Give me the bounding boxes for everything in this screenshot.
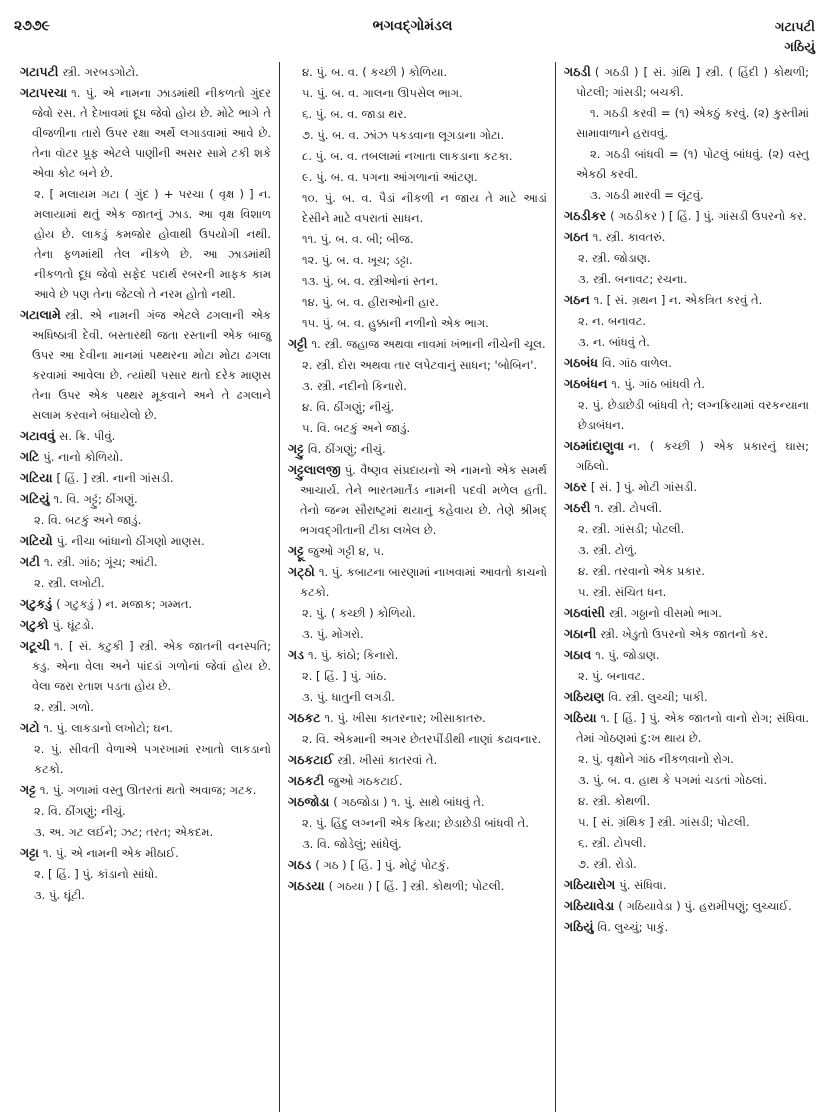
entry-sense <box>288 167 547 187</box>
entry-sense <box>564 666 809 686</box>
definition-text: ૨. સ્ત્રી. દોરા અથવા તાર લપેટવાનું સાધન; 'બોબિન'. <box>302 358 538 372</box>
entry-sense <box>288 813 547 833</box>
headword: ગઠવાંસી <box>564 605 605 620</box>
dictionary-entry <box>564 436 809 476</box>
entry-sense <box>564 395 809 435</box>
definition-text: ૧. પું. ખીસા કાતરનાર; ખીસાકાતરુ. <box>324 711 486 725</box>
headword: ગટી <box>20 554 40 569</box>
headword: ગઠિયાવેડા <box>564 898 615 913</box>
entry-sense <box>288 271 547 291</box>
headword: ગટિયો <box>20 533 53 548</box>
guide-words <box>775 18 815 58</box>
guide-word-first: ગટાપટી <box>775 20 815 35</box>
headword: ગટ્ટુલાલજી <box>288 462 341 477</box>
entry-sense <box>20 801 271 821</box>
definition-text: વિ. ગાંઠ વાળેલ. <box>601 356 672 370</box>
dictionary-entry <box>20 615 271 635</box>
definition-text: ૧. સ્ત્રી. ટોપલી. <box>594 501 662 515</box>
entry-sense <box>564 185 809 205</box>
definition-text: ૩. સ્ત્રી. બનાવટ; રચના. <box>578 272 688 286</box>
definition-text: ૮. પું. બ. વ. તબલામાં નખાતા લાકડાના કટકા. <box>302 149 513 163</box>
dictionary-entry <box>288 541 547 561</box>
definition-text: ૬. પું. બ. વ. જાડા થર. <box>302 107 407 121</box>
definition-text: ૧. સ્ત્રી. જહાજ અથવા નાવમાં ખંભાની નીચેની ચૂલ. <box>311 337 546 351</box>
dictionary-entry <box>288 708 547 728</box>
definition-text: સ્ત્રી. એ નામની ગંજ એટલે ઢગલાની એક અધિષ્ઠાત્રી દેવી. બસ્તારથી જતા રસ્તાની એક બાજુ ઉપર આ દેવીના માનમાં પથ્થરના મોટા મોટા ઢગલા કરવામાં આવેલા છે. ત્યાંથી પસાર થતો દરેક માણસ તેના ઉપર એક પથ્થર મૂકવાને અને તે ઢગલાને સલામ કરવાને બંધાયેલો છે. <box>32 308 271 422</box>
dictionary-entry <box>20 426 271 446</box>
dictionary-entry <box>564 353 809 373</box>
entry-sense <box>288 62 547 82</box>
book-title: ભગવદ્ગોમંડલ <box>372 18 453 34</box>
definition-text: ૨. સ્ત્રી. ગાંસડી; પોટલી. <box>578 522 685 536</box>
headword: ગટ્ઠો <box>288 564 315 579</box>
definition-text: ૨. સ્ત્રી. લખોટી. <box>34 576 105 590</box>
definition-text: જુઓ ગટ્ટી ૪, ૫. <box>307 544 385 558</box>
dictionary-entry <box>288 792 547 812</box>
definition-text: ૨. ન. બનાવટ. <box>578 314 647 328</box>
dictionary-entry <box>564 62 809 102</box>
entry-sense <box>288 666 547 686</box>
dictionary-entry <box>20 718 271 738</box>
definition-text: ( ગઠડી ) [ સં. ગ્રંથિ ] સ્ત્રી. ( હિંદી ) કોથળી; પોટલી; ગાંસડી; બચકી. <box>576 65 809 99</box>
guide-word-last: ગઠિયું <box>784 40 815 55</box>
dictionary-entry <box>564 875 809 895</box>
entry-sense <box>564 269 809 289</box>
headword: ગઠરી <box>564 500 591 515</box>
headword: ગટુકડું <box>20 596 53 611</box>
entry-sense <box>288 376 547 396</box>
definition-text: ૩. ન. બાંધવું તે. <box>578 335 650 349</box>
headword: ગઠડયા <box>288 878 325 893</box>
headword: ગઠર <box>564 479 587 494</box>
definition-text: ૧૪. પું. બ. વ. હીરાઓની હાર. <box>302 295 439 309</box>
headword: ગઠાવ <box>564 647 592 662</box>
entry-sense <box>288 188 547 228</box>
entry-sense <box>288 418 547 438</box>
definition-text: ૩. સ્ત્રી. ટોળું. <box>578 543 638 557</box>
dictionary-entry <box>564 374 809 394</box>
definition-text: ૧૩. પું. બ. વ. સ્ત્રીઓનાં સ્તન. <box>302 274 439 288</box>
definition-text: ૧. પું. એ નામના ઝાડમાંથી નીકળતો ગુંદર જેવો રસ. તે દેખાવમાં દૂધ જેવો હોય છે. મોટે ભાગે તે વીજળીના તારો ઉપર રક્ષા અર્થે લગાડવામાં આવે છે. તેના વૉટર પ્રૂફ એટલે પાણીની અસર સામે ટકી શકે એવા કોટ બને છે. <box>32 86 271 180</box>
page-header <box>0 0 825 60</box>
dictionary-entry <box>564 290 809 310</box>
headword: ગઠડ <box>288 857 312 872</box>
definition-text: ૪. પું. બ. વ. ( કચ્છી ) કોળિયા. <box>302 65 448 79</box>
entry-sense <box>288 250 547 270</box>
headword: ગઠન <box>564 292 590 307</box>
dictionary-entry <box>288 750 547 770</box>
dictionary-entry <box>20 594 271 614</box>
entry-sense <box>288 83 547 103</box>
headword: ગટ્ટૂ <box>288 543 304 558</box>
headword: ગઠિયા <box>564 710 597 725</box>
dictionary-entry <box>20 468 271 488</box>
definition-text: ૧. સ્ત્રી. કાવતરું. <box>592 230 666 244</box>
headword: ગટ્ટુ <box>288 441 304 456</box>
definition-text: ૧. પું. ગળામાં વસ્તુ ઊતરતાં થતો અવાજ; ગટક. <box>39 783 257 797</box>
definition-text: ૧૫. પું. બ. વ. હુક્કાની નળીનો એક ભાગ. <box>302 316 489 330</box>
entry-sense <box>288 104 547 124</box>
definition-text: ૧. ગઠડી કરવી = (૧) એકઠું કરવું. (૨) કુસ્તીમાં સામાવાળાને હરાવવું. <box>576 106 809 140</box>
definition-text: સ્ત્રી. ખીસાં કાતરવાં તે. <box>337 753 438 767</box>
definition-text: ૩. સ્ત્રી. નદીનો કિનારો. <box>302 379 407 393</box>
definition-text: ન. ( કચ્છી ) એક પ્રકારનું ઘાસ; ગઠિલો. <box>576 439 809 473</box>
definition-text: ૨. પું. બનાવટ. <box>578 669 645 683</box>
entry-sense <box>288 834 547 854</box>
definition-text: વિ. ઠીંગણું; નીચું. <box>307 442 386 456</box>
dictionary-entry <box>564 227 809 247</box>
dictionary-entry <box>20 843 271 863</box>
entry-sense <box>20 822 271 842</box>
dictionary-entry <box>20 62 271 82</box>
definition-text: ( ગઠયા ) [ હિં. ] સ્ત્રી. કોથળી; પોટલી. <box>328 879 505 893</box>
entry-sense <box>564 770 809 790</box>
definition-text: ( ગઠિયાવેડા ) પું. હરામીપણું; લુચ્ચાઈ. <box>618 899 792 913</box>
definition-text: ૨. વિ. બટકું અને જાડું. <box>34 513 142 527</box>
column-3 <box>556 62 817 1112</box>
definition-text: ( ગઠ ) [ હિં. ] પું. મોટું પોટકું. <box>315 858 450 872</box>
entry-sense <box>288 355 547 375</box>
headword: ગઠબંધ <box>564 355 598 370</box>
dictionary-entry <box>564 917 809 937</box>
entry-sense <box>20 739 271 779</box>
dictionary-entry <box>564 896 809 916</box>
definition-text: ૨. પું. છેડાછેડી બાંધવી તે; લગ્નક્રિયામાં વરકન્યાના છેડાબંધન. <box>578 398 809 432</box>
definition-text: ૫. પું. બ. વ. ગાલના ઊપસેલ ભાગ. <box>302 86 463 100</box>
dictionary-entry <box>20 780 271 800</box>
definition-text: પું. સંધિવા. <box>619 878 667 892</box>
definition-text: સ્ત્રી. ગરબડગોટો. <box>62 65 139 79</box>
headword: ગટ્ટ <box>20 782 36 797</box>
definition-text: [ સં. ] પું. મોટી ગાંસડી. <box>590 480 697 494</box>
definition-text: ૫. વિ. બટકું અને જાડું. <box>302 421 411 435</box>
dictionary-entry <box>20 636 271 696</box>
definition-text: ૨. [ હિં. ] પું. કાંડાનો સાંધો. <box>34 867 158 881</box>
headword: ગટિયું <box>20 491 50 506</box>
definition-text: ૧૦. પું. બ. વ. પૈડાં નીકળી ન જાય તે માટે આડાં દેસીને માટે વપરાતાં સાધન. <box>302 191 547 225</box>
headword: ગટુકો <box>20 617 49 632</box>
entry-sense <box>564 749 809 769</box>
definition-text: જુઓ ગઠકટાઈ. <box>328 774 403 788</box>
entry-sense <box>564 540 809 560</box>
definition-text: ૧. [ હિં. ] પું. એક જાતનો વાનો રોગ; સંધિવા. તેમાં ગોઠણમાં દુ:ખ થાય છે. <box>576 711 809 745</box>
dictionary-entry <box>20 83 271 183</box>
definition-text: ૩. પું. મોગરો. <box>302 627 364 641</box>
entry-sense <box>288 125 547 145</box>
headword: ગઠકટી <box>288 773 325 788</box>
entry-sense <box>20 697 271 717</box>
definition-text: ૯. પું. બ. વ. પગના આંગળાનાં આંટણ. <box>302 170 478 184</box>
entry-sense <box>288 624 547 644</box>
definition-text: ૨. સ્ત્રી. ગળો. <box>34 700 94 714</box>
entry-sense <box>564 812 809 832</box>
definition-text: ( ગઠડીકર ) [ હિં. ] પું. ગાંસડી ઉપરનો કર. <box>610 209 807 223</box>
headword: ગટો <box>20 720 40 735</box>
dictionary-entry <box>564 603 809 623</box>
definition-text: ૧. પું. જોડાણ. <box>595 648 660 662</box>
entry-sense <box>288 313 547 333</box>
headword: ગટાપટી <box>20 64 59 79</box>
definition-text: ૨. પું. ( કચ્છી ) કોળિયો. <box>302 606 416 620</box>
headword: ગટિયા <box>20 470 53 485</box>
entry-sense <box>288 397 547 417</box>
dictionary-entry <box>564 624 809 644</box>
definition-text: ૧૧. પું. બ. વ. બી; બીજ. <box>302 232 414 246</box>
entry-sense <box>564 561 809 581</box>
headword: ગઠબંધન <box>564 376 608 391</box>
headword: ગટાપરચા <box>20 85 68 100</box>
dictionary-entry <box>20 531 271 551</box>
column-1 <box>12 62 280 1112</box>
headword: ગઠત <box>564 229 589 244</box>
entry-sense <box>288 729 547 749</box>
entry-sense <box>288 603 547 623</box>
definition-text: ૧૨. પું. બ. વ. ખૂચ; ડટ્ટા. <box>302 253 413 267</box>
dictionary-entry <box>288 460 547 540</box>
entry-sense <box>564 311 809 331</box>
definition-text: ૨. [ હિં. ] પું. ગાંઠ. <box>302 669 387 683</box>
definition-text: ૧. [ સં. ગ્રથન ] ન. એકત્રિત કરવું તે. <box>593 293 763 307</box>
dictionary-entry <box>288 334 547 354</box>
definition-text: ૨. [ મલાયમ ગટા ( ગુંદ ) + પરચા ( વૃક્ષ ) ] ન. મલાયામાં થતું એક જાતનું ઝાડ. આ વૃક્ષ વિશાળ હોય છે. લાકડું કમજોર હોવાથી ઉપયોગી નથી. તેના ફળમાંથી તેલ નીકળે છે. આ ઝાડમાંથી નીકળતો દૂધ જેવો સફેદ પદાર્થ રબરની માફક કામ આવે છે પણ તેના જેટલો તે નરમ હોતો નથી. <box>34 187 271 301</box>
definition-text: ૭. પું. બ. વ. ઝાંઝ પકડવાના લૂગડાના ગોટા. <box>302 128 505 142</box>
dictionary-entry <box>564 477 809 497</box>
dictionary-entry <box>288 645 547 665</box>
entry-sense <box>288 687 547 707</box>
entry-sense <box>20 573 271 593</box>
definition-text: ૩. ગઠડી મારવી = લૂંટવું. <box>590 188 704 202</box>
definition-text: પું. વૈષ્ણવ સંપ્રદાયનો એ નામનો એક સમર્થ આચાર્ય. તેને ભારતમાર્તંડ નામની પદવી મળેલ હતી. તેનો જન્મ સૌરાષ્ટ્રમાં થયાનું કહેવાય છે. તેણે શ્રીમદ્ ભગવદ્ગીતાની ટીકા લખેલ છે. <box>300 463 547 537</box>
definition-text: ૨. પું. વૃક્ષોને ગાંઠ નીકળવાનો રોગ. <box>578 752 734 766</box>
entry-sense <box>20 184 271 304</box>
headword: ગટ્ટી <box>288 336 308 351</box>
entry-sense <box>20 885 271 905</box>
headword: ગઠકટ <box>288 710 321 725</box>
entry-sense <box>288 229 547 249</box>
definition-text: ( ગઠજોડા ) ૧. પું. સાથે બાંધવું તે. <box>333 795 485 809</box>
definition-text: વિ. લુચ્ચું; પાકું. <box>597 920 669 934</box>
definition-text: પું. નીચા બાંધાનો ઠીંગણો માણસ. <box>56 534 205 548</box>
headword: ગઠિયું <box>564 919 594 934</box>
definition-text: ૩. પું. ઘૂંટી. <box>34 888 85 902</box>
definition-text: વિ. સ્ત્રી. લુચ્ચી; પાકી. <box>608 690 708 704</box>
headword: ગડ <box>288 647 304 662</box>
definition-text: ૫. સ્ત્રી. સંચિત ધન. <box>578 585 667 599</box>
headword: ગટાલામે <box>20 307 61 322</box>
dictionary-entry <box>20 447 271 467</box>
definition-text: પું. ઘૂંટડો. <box>52 618 95 632</box>
headword: ગઠિયારોગ <box>564 877 616 892</box>
definition-text: [ હિં. ] સ્ત્રી. નાની ગાંસડી. <box>56 471 174 485</box>
definition-text: ( ગટુકડું ) ન. મજાક; ગમ્મત. <box>56 597 193 611</box>
entry-sense <box>564 519 809 539</box>
entry-sense <box>20 510 271 530</box>
headword: ગટૂચી <box>20 638 50 653</box>
dictionary-columns <box>12 62 817 1112</box>
headword: ગઠડી <box>564 64 591 79</box>
entry-sense <box>288 292 547 312</box>
dictionary-entry <box>564 645 809 665</box>
entry-sense <box>564 248 809 268</box>
dictionary-entry <box>564 206 809 226</box>
dictionary-entry <box>288 771 547 791</box>
dictionary-entry <box>564 708 809 748</box>
headword: ગટાવવું <box>20 428 56 443</box>
definition-text: ૨. વિ. ઠીંગણું; નીચું. <box>34 804 126 818</box>
entry-sense <box>564 833 809 853</box>
definition-text: ૨. સ્ત્રી. જોડાણ. <box>578 251 651 265</box>
definition-text: ૭. સ્ત્રી. રોડો. <box>578 857 637 871</box>
entry-sense <box>564 103 809 143</box>
headword: ગઠજોડા <box>288 794 330 809</box>
definition-text: ૩. અ. ગટ લઈને; ઝટ; તરત; એકદમ. <box>34 825 214 839</box>
definition-text: સ્ત્રી. ગઠ્ઠાનો વીસમો ભાગ. <box>608 606 722 620</box>
column-2 <box>280 62 556 1112</box>
headword: ગટ્ટા <box>20 845 39 860</box>
definition-text: ૩. વિ. જોડેલું; સાંધેલું. <box>302 837 402 851</box>
definition-text: ૪. સ્ત્રી. તરવાનો એક પ્રકાર. <box>578 564 705 578</box>
entry-sense <box>564 144 809 184</box>
definition-text: ૫. [ સં. ગ્રંથિક ] સ્ત્રી. ગાંસડી; પોટલી. <box>578 815 750 829</box>
definition-text: સ. ક્રિ. પીવું. <box>59 429 116 443</box>
headword: ગઠકટાઈ <box>288 752 334 767</box>
dictionary-entry <box>20 552 271 572</box>
dictionary-entry <box>564 687 809 707</box>
entry-sense <box>564 582 809 602</box>
dictionary-entry <box>20 489 271 509</box>
definition-text: ૪. વિ. ઠીંગણું; નીચું. <box>302 400 395 414</box>
definition-text: ૧. પું. કાંઠો; કિનારો. <box>308 648 399 662</box>
definition-text: ૨. પું. હિંદુ લગ્નની એક ક્રિયા; છેડાછેડી બાંધવી તે. <box>302 816 529 830</box>
definition-text: પું. નાનો કોળિયો. <box>43 450 124 464</box>
definition-text: ૪. સ્ત્રી. કોથળી. <box>578 794 651 808</box>
definition-text: ૧. [ સં. કટુકી ] સ્ત્રી. એક જાતની વનસ્પતિ; કડુ. એના વેલા અને પાંદડાં ગળોનાં જેવાં હોય છે. વેલા જરા રતાશ પડતા હોય છે. <box>32 639 271 693</box>
definition-text: ૧. પું. ગાંઠ બાંધવી તે. <box>611 377 705 391</box>
definition-text: ૬. સ્ત્રી. ટોપલી. <box>578 836 647 850</box>
headword: ગઠડીકર <box>564 208 607 223</box>
definition-text: ૧. વિ. ગટ્ટું; ઠીંગણું. <box>53 492 138 506</box>
entry-sense <box>564 791 809 811</box>
dictionary-entry <box>20 305 271 425</box>
headword: ગટિ <box>20 449 40 464</box>
dictionary-entry <box>288 439 547 459</box>
headword: ગઠિયણ <box>564 689 605 704</box>
headword: ગઠાની <box>564 626 597 641</box>
definition-text: ૨. વિ. એકમાની અગર છેતરપીંડીથી નાણાં કઢાવનાર. <box>302 732 542 746</box>
dictionary-entry <box>288 876 547 896</box>
entry-sense <box>564 332 809 352</box>
definition-text: ૧. સ્ત્રી. ગાંઠ; ગૂંચ; આંટી. <box>43 555 158 569</box>
definition-text: ૨. ગઠડી બાંધવી = (૧) પોટલું બાંધવું. (૨) વસ્તુ એકઠી કરવી. <box>576 147 809 181</box>
entry-sense <box>288 146 547 166</box>
dictionary-entry <box>288 855 547 875</box>
definition-text: ૧. પું. કબાટના બારણામાં નાખવામાં આવતો કાચનો કટકો. <box>300 565 547 599</box>
definition-text: ૧. પું. એ નામની એક મીઠાઈ. <box>42 846 179 860</box>
definition-text: ૨. પું. સીવતી વેળાએ પગરખામાં રખાતો લાકડાનો કટકો. <box>34 742 271 776</box>
entry-sense <box>20 864 271 884</box>
dictionary-entry <box>288 562 547 602</box>
definition-text: ૩. પું. ધાતુની લગડી. <box>302 690 395 704</box>
entry-sense <box>564 854 809 874</box>
definition-text: સ્ત્રી. ખેડુતો ઉપરનો એક જાતનો કર. <box>600 627 768 641</box>
definition-text: ૧. પું. લાકડાનો લખોટો; ઘન. <box>43 721 173 735</box>
dictionary-entry <box>564 498 809 518</box>
definition-text: ૩. પું. બ. વ. હાથ કે પગમાં ચડતાં ગોઠલાં. <box>578 773 768 787</box>
page-number: ૨૭૭૯ <box>14 18 50 34</box>
headword: ગઠમાંદાણુવા <box>564 438 625 453</box>
